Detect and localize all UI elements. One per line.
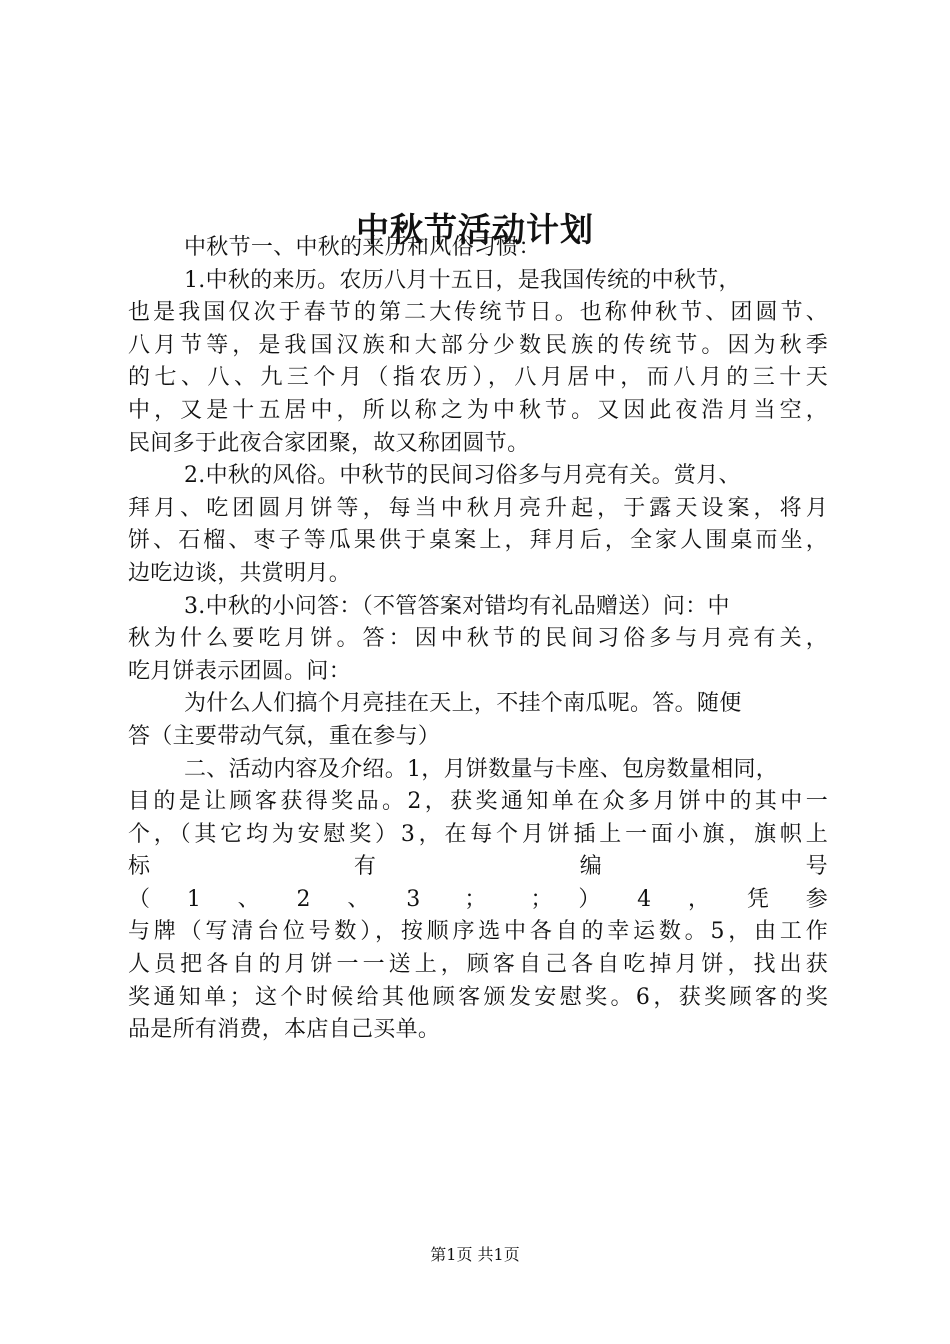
- body-line: 3.中秋的小问答：（不管答案对错均有礼品赠送）问：中: [184, 593, 730, 619]
- body-line: 1.中秋的来历。农历八月十五日，是我国传统的中秋节，: [184, 267, 741, 293]
- body-line: 也是我国仅次于春节的第二大传统节日。也称仲秋节、团圆节、: [128, 300, 828, 326]
- body-line: 秋为什么要吃月饼。答：因中秋节的民间习俗多与月亮有关，: [128, 626, 828, 652]
- body-line: 答（主要带动气氛，重在参与）: [128, 723, 441, 749]
- page-footer: 第1页 共1页: [430, 1245, 520, 1264]
- body-line: 边吃边谈，共赏明月。: [128, 560, 352, 586]
- body-line: 拜月、吃团圆月饼等，每当中秋月亮升起，于露天设案，将月: [128, 495, 828, 521]
- body-line: 品是所有消费，本店自己买单。: [128, 1017, 441, 1043]
- body-line: 中，又是十五居中，所以称之为中秋节。又因此夜浩月当空，: [128, 397, 828, 423]
- body-line: 吃月饼表示团圆。问：: [128, 658, 352, 684]
- document-title: 中秋节活动计划: [356, 210, 594, 250]
- body-line: 饼、石榴、枣子等瓜果供于桌案上，拜月后，全家人围桌而坐，: [128, 528, 828, 554]
- document-body: [128, 232, 828, 1047]
- body-line: 中秋节一、中秋的来历和风俗习惯：: [184, 235, 541, 260]
- body-line: 奖通知单；这个时候给其他顾客颁发安慰奖。6，获奖顾客的奖: [128, 984, 828, 1010]
- body-line: 目的是让顾客获得奖品。2，获奖通知单在众多月饼中的其中一: [128, 789, 828, 815]
- body-line: 为什么人们搞个月亮挂在天上，不挂个南瓜呢。答。随便: [184, 691, 742, 717]
- body-line: 与牌（写清台位号数），按顺序选中各自的幸运数。5，由工作: [128, 919, 828, 945]
- body-line: 八月节等，是我国汉族和大部分少数民族的传统节。因为秋季: [128, 332, 828, 358]
- body-line: 二、活动内容及介绍。1，月饼数量与卡座、包房数量相同，: [184, 756, 779, 782]
- body-line: 标 有 编 号: [128, 854, 828, 880]
- body-line: 人员把各自的月饼一一送上，顾客自己各自吃掉月饼，找出获: [128, 952, 828, 978]
- body-line: 的七、八、九三个月（指农历），八月居中，而八月的三十天: [128, 365, 828, 391]
- body-line: （1、2、3 ； ；）4，凭参: [128, 886, 828, 912]
- body-line: 民间多于此夜合家团聚，故又称团圆节。: [128, 430, 530, 456]
- body-line: 个，（其它均为安慰奖）3，在每个月饼插上一面小旗，旗帜上: [128, 821, 828, 847]
- body-line: 2.中秋的风俗。中秋节的民间习俗多与月亮有关。赏月、: [184, 463, 741, 489]
